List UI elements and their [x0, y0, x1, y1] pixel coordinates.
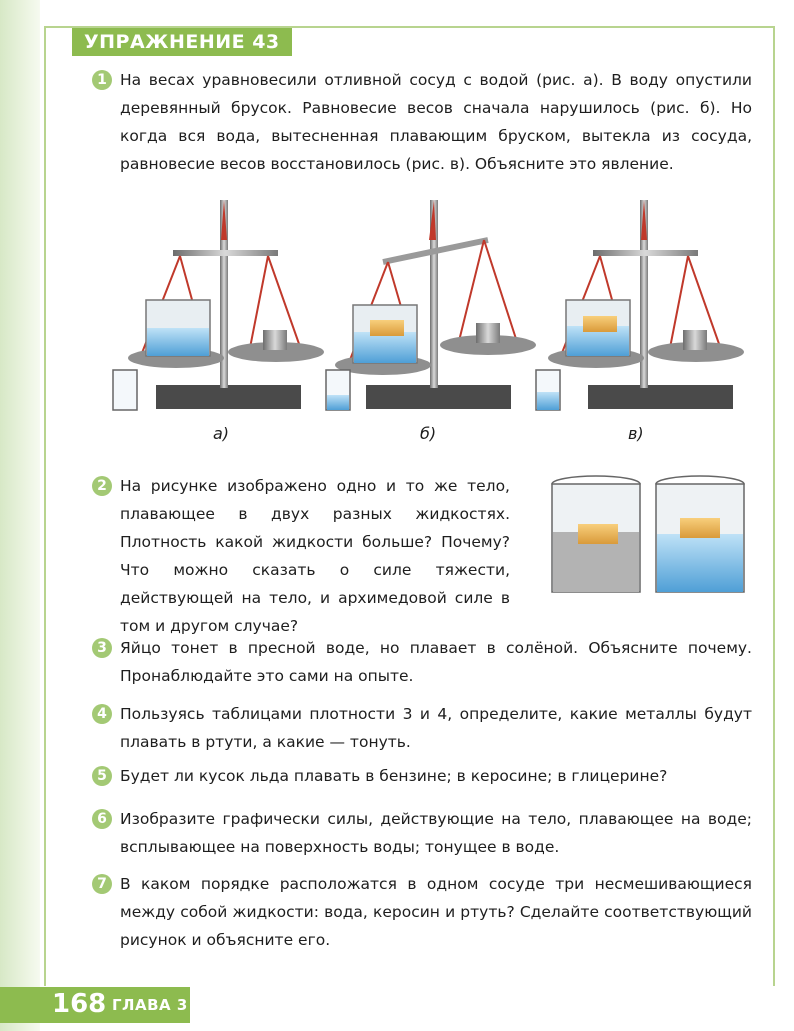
task-number: 2	[92, 476, 112, 496]
task-text: На рисунке изображено одно и то же тело, плавающее в двух разных жидкостях. Плотность какой жидкости больше? Почему? Что можно сказать о силе тяжести, действующей на тело, и архимедовой силе в том и другом случае?	[120, 477, 510, 635]
caption-c: в)	[628, 424, 644, 443]
page-margin-strip	[0, 0, 40, 1031]
page-number: 168	[52, 989, 107, 1019]
task-text: Будет ли кусок льда плавать в бензине; в керосине; в глицерине?	[120, 767, 668, 785]
task-2	[92, 472, 510, 640]
scale-c	[536, 200, 744, 410]
balance-scales-figure	[108, 180, 758, 420]
caption-b: б)	[420, 424, 437, 443]
task-text: Пользуясь таблицами плотности 3 и 4, определите, какие металлы будут плавать в ртути, а какие — тонуть.	[120, 705, 752, 751]
exercise-title: УПРАЖНЕНИЕ 43	[72, 28, 292, 56]
task-text: В каком порядке расположатся в одном сосуде три несмешивающиеся между собой жидкости: вода, керосин и ртуть? Сделайте соответствующий рисунок и объясните его.	[120, 875, 752, 949]
caption-a: а)	[213, 424, 230, 443]
task-number: 5	[92, 766, 112, 786]
task-text: Изобразите графически силы, действующие на тело, плавающее на воде; всплывающее на поверхность воды; тонущее в воде.	[120, 810, 752, 856]
task-text: На весах уравновесили отливной сосуд с водой (рис. а). В воду опустили деревянный брусок. Равновесие весов сначала нарушилось (рис. б). Но когда вся вода, вытесненная плавающим бруском, вытекла из сосуда, равновесие весов восстановилось (рис. в). Объясните это явление.	[120, 71, 752, 173]
task-number: 4	[92, 704, 112, 724]
vessel-right	[656, 476, 744, 592]
chapter-label: ГЛАВА 3	[112, 996, 188, 1014]
task-number: 1	[92, 70, 112, 90]
task-number: 3	[92, 638, 112, 658]
task-7	[92, 870, 752, 954]
vessel-left	[552, 476, 640, 592]
task-number: 7	[92, 874, 112, 894]
task-5	[92, 762, 752, 790]
two-liquids-figure	[548, 472, 748, 602]
scale-b	[326, 200, 536, 410]
task-6	[92, 805, 752, 861]
task-1	[92, 66, 752, 178]
task-number: 6	[92, 809, 112, 829]
task-3	[92, 634, 752, 690]
scale-a	[113, 200, 324, 410]
task-text: Яйцо тонет в пресной воде, но плавает в солёной. Объясните почему. Пронаблюдайте это сами на опыте.	[120, 639, 752, 685]
task-4	[92, 700, 752, 756]
